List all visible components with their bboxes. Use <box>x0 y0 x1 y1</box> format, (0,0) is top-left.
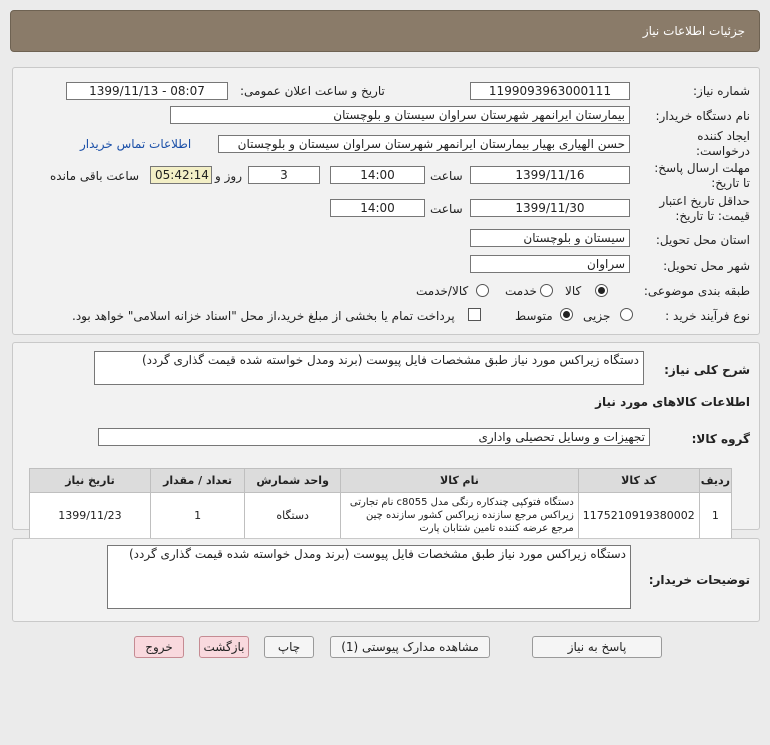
items-table-header <box>30 469 732 493</box>
deadline-time-label: ساعت <box>430 169 463 183</box>
deadline-date-field: 1399/11/16 <box>470 166 630 184</box>
cell-unit: دستگاه <box>245 493 341 539</box>
exit-button[interactable]: خروج <box>134 636 184 658</box>
cell-name: دستگاه فتوکپی چندکاره رنگی مدل c8055 نام تجارتی زیراکس مرجع سازنده زیراکس کشور سازنده چین مرجع عرضه کننده تامین شتابان پارت <box>341 493 579 539</box>
description-field: دستگاه زیراکس مورد نیاز طبق مشخصات فایل پیوست (برند ومدل خواسته شده قیمت گذاری گردد) <box>94 351 644 385</box>
announce-label: تاریخ و ساعت اعلان عمومی: <box>240 84 385 98</box>
col-qty: تعداد / مقدار <box>150 469 244 493</box>
creator-field: حسن الهیاری بهیار بیمارستان ایرانمهر شهرستان سراوان سیستان و بلوچستان <box>218 135 630 153</box>
city-field: سراوان <box>470 255 630 273</box>
validity-time-field: 14:00 <box>330 199 425 217</box>
process-radio-medium[interactable] <box>560 308 573 321</box>
view-attachments-button[interactable]: مشاهده مدارک پیوستی (1) <box>330 636 490 658</box>
days-label: روز و <box>215 169 242 183</box>
province-field: سیستان و بلوچستان <box>470 229 630 247</box>
process-option-medium: متوسط <box>515 309 553 323</box>
process-radio-minor[interactable] <box>620 308 633 321</box>
category-option-goods: کالا <box>565 284 582 298</box>
process-option-minor: جزیی <box>583 309 611 323</box>
contact-buyer-link[interactable]: اطلاعات تماس خریدار <box>80 137 192 151</box>
page-title: جزئیات اطلاعات نیاز <box>642 24 745 38</box>
city-label: شهر محل تحویل: <box>663 259 750 273</box>
deadline-label: مهلت ارسال پاسخ: تا تاریخ: <box>654 161 750 190</box>
category-radio-goods[interactable] <box>595 284 608 297</box>
need-number-field: 1199093963000111 <box>470 82 630 100</box>
reply-button[interactable]: پاسخ به نیاز <box>532 636 662 658</box>
validity-time-label: ساعت <box>430 202 463 216</box>
col-date: تاریخ نیاز <box>30 469 151 493</box>
back-button[interactable]: بازگشت <box>199 636 249 658</box>
goods-section-title: اطلاعات کالاهای مورد نیاز <box>595 395 750 409</box>
table-row[interactable] <box>30 493 732 539</box>
category-radio-service[interactable] <box>540 284 553 297</box>
announce-field: 1399/11/13 - 08:07 <box>66 82 228 100</box>
remaining-time-field: 05:42:14 <box>150 166 212 184</box>
category-radio-both[interactable] <box>476 284 489 297</box>
category-option-service: خدمت <box>505 284 537 298</box>
process-label: نوع فرآیند خرید : <box>665 309 750 323</box>
items-table <box>29 468 732 539</box>
need-number-label: شماره نیاز: <box>693 84 750 98</box>
col-unit: واحد شمارش <box>245 469 341 493</box>
col-code: کد کالا <box>578 469 699 493</box>
remaining-label: ساعت باقی مانده <box>50 169 140 183</box>
goods-group-label: گروه کالا: <box>691 432 750 446</box>
page-header <box>10 10 760 52</box>
validity-label: حداقل تاریخ اعتبار قیمت: تا تاریخ: <box>659 194 750 223</box>
creator-label: ایجاد کننده درخواست: <box>696 129 750 158</box>
deadline-time-field: 14:00 <box>330 166 425 184</box>
cell-qty: 1 <box>150 493 244 539</box>
cell-row: 1 <box>699 493 731 539</box>
buyer-notes-field: دستگاه زیراکس مورد نیاز طبق مشخصات فایل پیوست (برند ومدل خواسته شده قیمت گذاری گردد) <box>107 545 631 609</box>
category-label: طبقه بندی موضوعی: <box>643 284 750 298</box>
col-name: نام کالا <box>341 469 579 493</box>
print-button[interactable]: چاپ <box>264 636 314 658</box>
cell-date: 1399/11/23 <box>30 493 151 539</box>
buyer-field: بیمارستان ایرانمهر شهرستان سراوان سیستان و بلوچستان <box>170 106 630 124</box>
treasury-payment-checkbox[interactable] <box>468 308 481 321</box>
province-label: استان محل تحویل: <box>655 233 750 247</box>
buyer-notes-label: توضیحات خریدار: <box>648 573 750 587</box>
category-option-both: کالا/خدمت <box>416 284 469 298</box>
cell-code: 1175210919380002 <box>578 493 699 539</box>
validity-date-field: 1399/11/30 <box>470 199 630 217</box>
goods-group-field: تجهیزات و وسایل تحصیلی واداری <box>98 428 650 446</box>
days-field: 3 <box>248 166 320 184</box>
buyer-label: نام دستگاه خریدار: <box>655 109 750 123</box>
description-label: شرح کلی نیاز: <box>664 363 750 377</box>
col-row: ردیف <box>699 469 731 493</box>
treasury-payment-note: پرداخت تمام یا بخشی از مبلغ خرید،از محل "اسناد خزانه اسلامی" خواهد بود. <box>72 309 455 323</box>
